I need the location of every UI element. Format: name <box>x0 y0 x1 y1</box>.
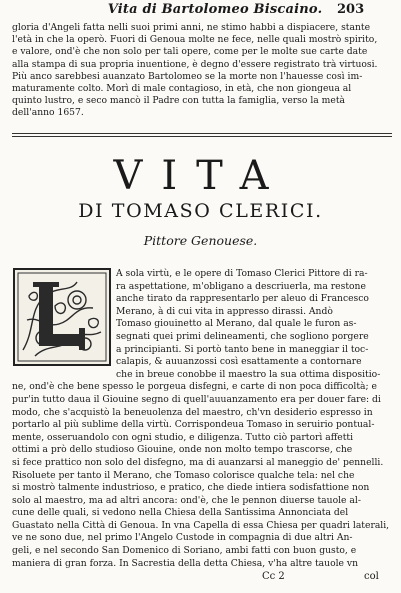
text-line: che in breue conobbe il maestro la sua ottima dispositio- <box>116 368 381 380</box>
text-line: geli, e nel secondo San Domenico di Soriano, ambi fatti con buon gusto, e <box>12 545 357 557</box>
text-line: ra aspettatione, m'obligano a descriuerla, ma restone <box>116 280 366 292</box>
text-line: si mostrò talmente industrioso, e pratico, che diede intiera sodisfattione non <box>12 482 370 494</box>
catchword: col <box>364 571 379 582</box>
text-line: solo al maestro, ma ad altri ancora: ond'è, che le pennon diuerse tauole al- <box>12 494 361 506</box>
text-line: ottimi a prò dello studioso Giouine, onde non molto tempo trascorse, che <box>12 444 353 456</box>
chapter-subtitle: DI TOMASO CLERICI. <box>78 200 323 222</box>
text-line: cune delle quali, si vedono nella Chiesa della Santissima Annonciata del <box>12 507 349 519</box>
page-footer <box>0 571 401 585</box>
text-line: A sola virtù, e le opere di Tomaso Clerici Pittore di ra- <box>116 268 368 279</box>
text-line: modo, che s'acquistò la beneuolenza del maestro, ch'vn desiderio espresso in <box>12 406 373 418</box>
text-line: l'età in che la operò. Fuori di Genoua molte ne fece, nelle quali mostrò spirito, <box>12 34 378 46</box>
text-line: si fece prattico non solo del disfegno, ma di auanzarsi al maneggio de' pennelli. <box>12 456 384 468</box>
text-line: portarlo al più sublime della virtù. Corrispondeua Tomaso in seruirio pontual- <box>12 419 375 431</box>
text-line: maturamente colto. Morì di male contagioso, in età, che non giongeua al <box>12 83 352 95</box>
page-number: 203 <box>337 2 365 17</box>
previous-biography-ending <box>12 22 392 120</box>
ornamental-initial-L-icon <box>13 268 111 366</box>
text-line: Risoluete per tanto il Merano, che Tomaso colorisce qualche tela: nel che <box>12 469 355 481</box>
text-line: quinto lustro, e seco mancò il Padre con tutta la famiglia, verso la metà <box>12 95 345 107</box>
text-line: Guastato nella Città di Genoua. In vna Capella di essa Chiesa per quadri laterali, <box>12 519 390 531</box>
text-line: anche tirato da rappresentarlo per aleuo di Francesco <box>116 293 369 305</box>
text-line: Tomaso giouinetto al Merano, dal quale le furon as- <box>116 318 357 330</box>
text-line: mente, osseruandolo con ogni studio, e diligenza. Tutto ciò partorì affetti <box>12 431 354 443</box>
running-head <box>0 2 401 18</box>
signature-mark: Cc 2 <box>262 571 285 582</box>
text-line: pur'in tutto daua il Giouine segno di quell'auuanzamento era per douer fare: di <box>12 393 381 405</box>
text-line: dell'anno 1657. <box>12 107 84 119</box>
text-line: e valore, ond'è che non solo per tali opere, come per le molte sue carte date <box>12 46 368 58</box>
chapter-role: Pittore Genouese. <box>143 233 258 248</box>
running-title: Vita di Bartolomeo Biscaino. <box>107 2 323 17</box>
text-line: alla stampa di sua propria inuentione, è degno d'essere registrato trà virtuosi. <box>12 58 378 70</box>
text-line: Merano, à di cui vita in appresso dirassi. Andò <box>116 305 333 317</box>
section-divider <box>12 136 392 137</box>
text-line: a principianti. Si portò tanto bene in maneggiar il toc- <box>116 343 369 355</box>
text-line: calapis, & auuanzossi così esattamente a contornare <box>116 356 362 368</box>
chapter-heading: VITA <box>113 153 288 199</box>
text-line: ne, ond'è che bene spesso le porgeua disfegni, e carte di non poca difficoltà; e <box>12 381 377 393</box>
text-line: maniera di gran forza. In Sacrestia della detta Chiesa, v'ha altre tauole vn <box>12 557 358 569</box>
text-line: Più anco sarebbesi auanzato Bartolomeo se la morte non l'hauesse così im- <box>12 70 363 82</box>
section-divider <box>12 133 392 134</box>
text-line: segnati quei primi delineamenti, che sogliono porgere <box>116 330 369 342</box>
text-line: gloria d'Angeli fatta nelli suoi primi anni, ne stimo habbi a dispiacere, stante <box>12 22 371 33</box>
text-line: ve ne sono due, nel primo l'Angelo Custode in compagnia di due altri An- <box>12 532 353 544</box>
